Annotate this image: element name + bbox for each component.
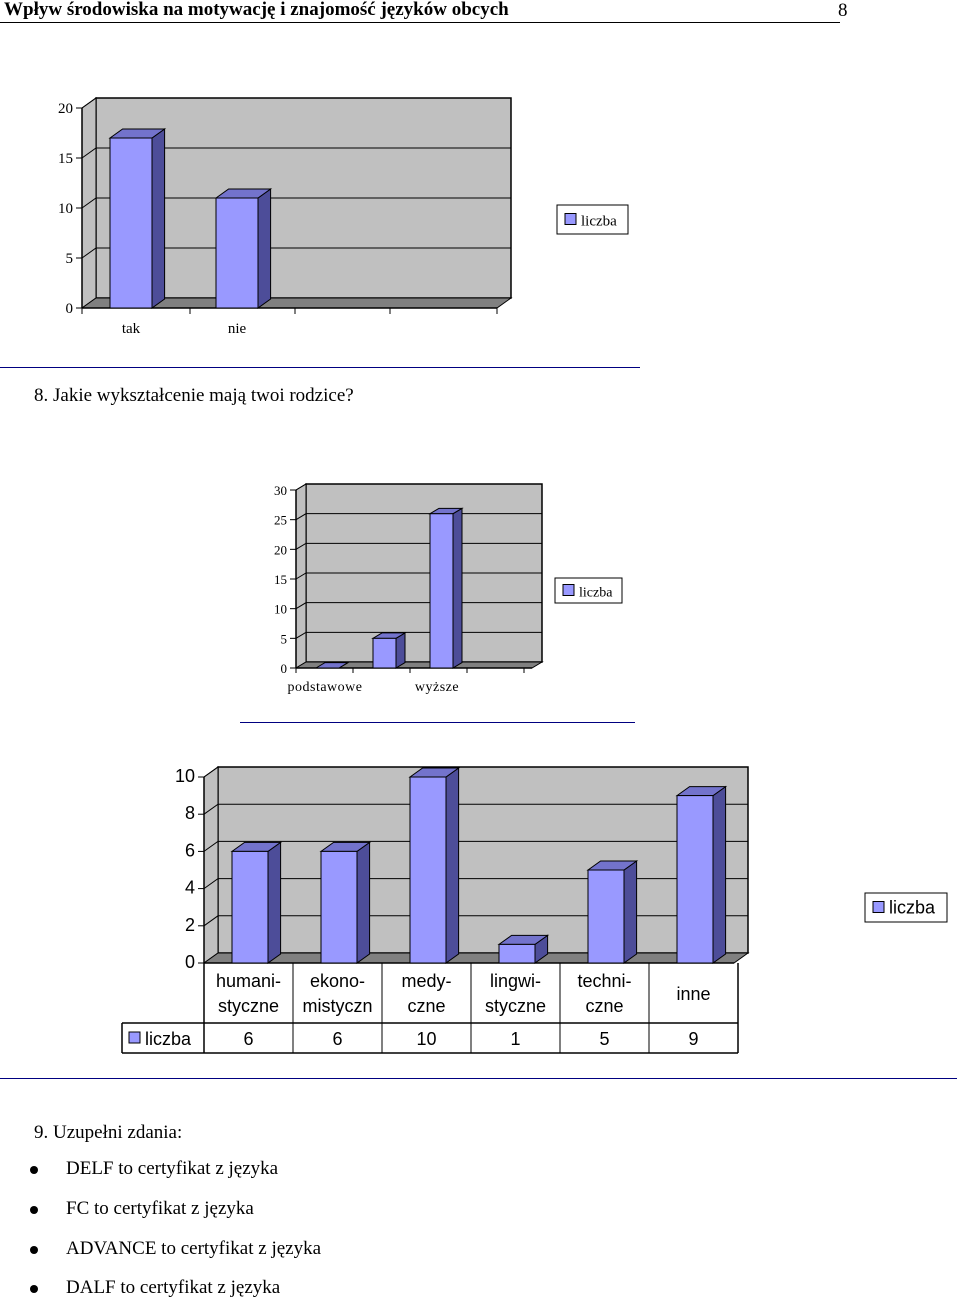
bullet-icon (30, 1285, 38, 1293)
y-tick-label: 10 (274, 601, 287, 617)
y-tick-label: 20 (274, 542, 287, 558)
bar-side (396, 633, 405, 668)
plot-side-wall (204, 767, 218, 963)
chart-2 (240, 478, 660, 708)
bar (321, 851, 357, 963)
x-tick-label: nie (227, 321, 247, 337)
plot-back-wall (218, 767, 748, 953)
y-tick-label: 6 (184, 840, 195, 861)
y-tick-label: 0 (65, 301, 73, 317)
legend-swatch (563, 585, 574, 596)
bar (588, 870, 624, 963)
y-tick-label: 10 (58, 201, 73, 217)
legend-swatch (565, 214, 576, 225)
x-tick-label: inne (676, 984, 711, 1004)
bullet-icon (30, 1166, 38, 1174)
page-number: 8 (838, 0, 848, 21)
bar (410, 777, 446, 963)
data-label: 6 (332, 1029, 343, 1049)
question-8: 8. Jakie wykształcenie mają twoi rodzice? (34, 385, 354, 406)
x-tick-label: podstawowe (287, 680, 363, 695)
bar-side (624, 861, 637, 963)
y-tick-label: 2 (184, 914, 195, 935)
list-item-text: DALF to certyfikat z języka (66, 1277, 281, 1298)
y-tick-label: 4 (184, 877, 195, 898)
divider-3 (0, 1078, 957, 1079)
plot-floor (204, 953, 748, 963)
x-tick-label: styczne (217, 996, 280, 1016)
legend-label: liczba (581, 213, 617, 230)
y-tick-label: 25 (274, 512, 287, 528)
table-row-label: liczba (145, 1029, 192, 1049)
divider-1 (0, 367, 640, 368)
bar-side (357, 842, 370, 963)
y-tick-label: 15 (274, 572, 287, 587)
data-label: 6 (243, 1029, 254, 1049)
x-tick-label: ekono- (309, 971, 366, 991)
x-tick-label: medy- (401, 971, 452, 991)
x-tick-label: wyższe (414, 680, 460, 695)
bar (232, 851, 268, 963)
bar-side (258, 189, 271, 308)
bar-side (268, 842, 281, 963)
header-title: Wpływ środowiska na motywację i znajomość języków obcych (4, 0, 509, 20)
x-tick-label: humani- (215, 971, 282, 991)
legend-label: liczba (579, 585, 613, 601)
y-tick-label: 15 (58, 151, 73, 167)
y-tick-label: 5 (280, 631, 287, 647)
bar-side (446, 768, 459, 963)
y-tick-label: 10 (174, 766, 195, 786)
x-tick-label: styczne (484, 996, 547, 1016)
bar (677, 796, 713, 963)
data-label: 5 (599, 1029, 610, 1049)
x-tick-label: lingwi- (489, 971, 542, 991)
bar (499, 944, 535, 963)
chart-3 (0, 760, 960, 1060)
data-label: 10 (416, 1029, 437, 1049)
bar (110, 138, 152, 308)
bar-side (152, 129, 165, 308)
data-label: 9 (688, 1029, 699, 1049)
legend-swatch (873, 902, 884, 913)
bar-side (453, 508, 462, 668)
bar (216, 198, 258, 308)
question-9: 9. Uzupełni zdania: (34, 1122, 183, 1143)
x-tick-label: mistyczn (302, 996, 373, 1016)
list-item-text: ADVANCE to certyfikat z języka (66, 1238, 322, 1259)
y-tick-label: 5 (65, 251, 73, 267)
y-tick-label: 20 (58, 101, 73, 117)
y-tick-label: 30 (274, 483, 287, 498)
y-tick-label: 8 (184, 803, 195, 824)
bar (430, 514, 453, 668)
bullet-icon (30, 1246, 38, 1254)
y-tick-label: 0 (184, 952, 195, 972)
x-tick-label: tak (121, 321, 141, 337)
x-tick-label: techni- (577, 971, 632, 991)
chart-1 (0, 88, 660, 350)
divider-2 (240, 722, 635, 723)
list-item-text: FC to certyfikat z języka (66, 1198, 254, 1219)
page-header (0, 0, 840, 23)
x-tick-label: czne (585, 996, 624, 1016)
bullet-icon (30, 1206, 38, 1214)
data-label: 1 (510, 1029, 521, 1049)
legend-swatch (129, 1032, 140, 1043)
bar (373, 638, 396, 668)
x-tick-label: czne (407, 996, 446, 1016)
bar-side (713, 787, 726, 963)
legend-label: liczba (889, 897, 936, 918)
y-tick-label: 0 (280, 661, 287, 676)
list-item-text: DELF to certyfikat z języka (66, 1158, 279, 1179)
